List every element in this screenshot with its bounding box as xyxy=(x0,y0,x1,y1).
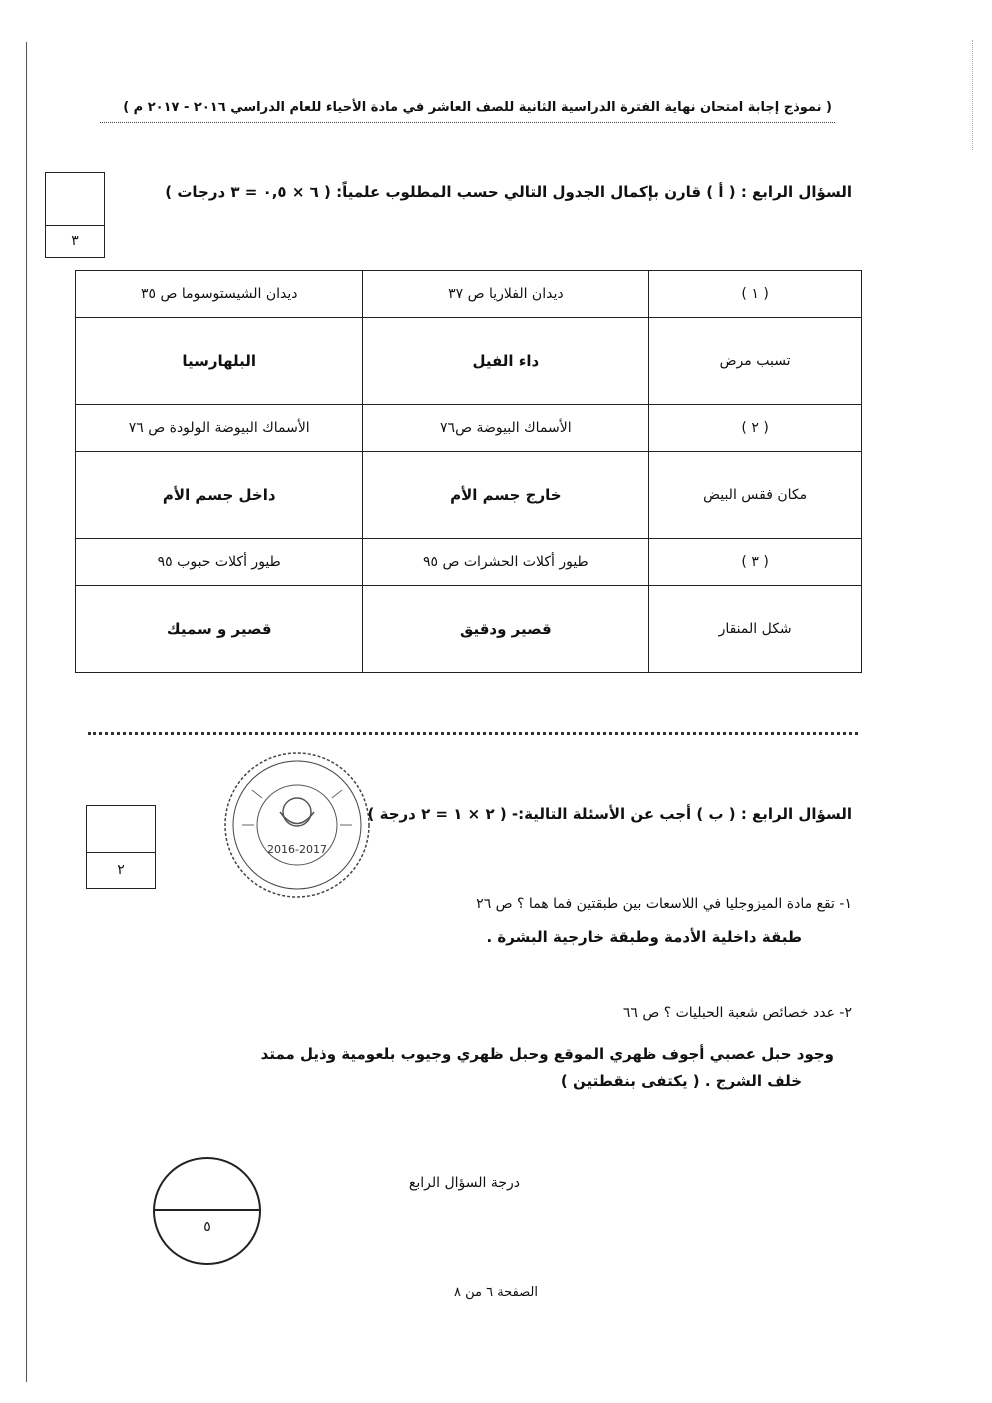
answer-1: طبقة داخلية الأدمة وطبقة خارجية البشرة . xyxy=(486,928,802,946)
comparison-row xyxy=(76,405,862,452)
comparison-row xyxy=(76,271,862,318)
row-label-cell: شكل المنقار xyxy=(649,586,862,673)
grade-circle-divider xyxy=(155,1209,259,1211)
question-1: ١- تقع مادة الميزوجليا في اللاسعات بين طبقتين فما هما ؟ ص ٢٦ xyxy=(476,896,852,912)
seal-year: 2016-2017 xyxy=(267,843,327,856)
part-b-score-value: ٢ xyxy=(117,862,125,878)
grade-circle xyxy=(153,1157,261,1265)
col2-cell: قصير و سميك xyxy=(76,586,363,673)
col2-cell: ديدان الشيستوسوما ص ٣٥ xyxy=(76,271,363,318)
part-b-score-empty-cell xyxy=(87,806,155,853)
row-label-cell: تسبب مرض xyxy=(649,318,862,405)
header-underline xyxy=(100,122,835,123)
part-a-score-empty-cell xyxy=(46,173,104,226)
comparison-table xyxy=(75,270,862,673)
right-margin-dots xyxy=(972,40,974,150)
col1-cell: داء الفيل xyxy=(363,318,649,405)
answer-2-line-1: وجود حبل عصبي أجوف ظهري الموقع وحبل ظهري وجيوب بلعومية وذيل ممتد xyxy=(260,1045,834,1063)
grade-total: ٥ xyxy=(203,1219,211,1235)
page-header: ( نموذج إجابة امتحان نهاية الفترة الدراسية الثانية للصف العاشر في مادة الأحياء للعام الدراسي ٢٠١٦ - ٢٠١٧ م ) xyxy=(123,100,832,115)
comparison-row xyxy=(76,586,862,673)
col1-cell: ديدان الفلاريا ص ٣٧ xyxy=(363,271,649,318)
comparison-row xyxy=(76,539,862,586)
col2-cell: الأسماك البيوضة الولودة ص ٧٦ xyxy=(76,405,363,452)
part-b-score-box xyxy=(86,805,156,889)
col1-cell: طيور أكلات الحشرات ص ٩٥ xyxy=(363,539,649,586)
comparison-row xyxy=(76,452,862,539)
col1-cell: الأسماك البيوضة ص٧٦ xyxy=(363,405,649,452)
page-footer: الصفحة ٦ من ٨ xyxy=(453,1285,538,1300)
part-a-score-value: ٣ xyxy=(71,233,79,249)
ministry-seal xyxy=(222,750,372,900)
col2-cell: داخل جسم الأم xyxy=(76,452,363,539)
answer-2-line-2: خلف الشرج . ( يكتفى بنقطتين ) xyxy=(560,1072,802,1090)
part-b-title: السؤال الرابع : ( ب ) أجب عن الأسئلة التالية:- ( ٢ × ١ = ٢ درجة ) xyxy=(367,805,852,823)
comparison-row xyxy=(76,318,862,405)
row-label-cell: ( ٢ ) xyxy=(649,405,862,452)
left-margin-rule xyxy=(26,42,27,1382)
col1-cell: خارج جسم الأم xyxy=(363,452,649,539)
part-a-score-box xyxy=(45,172,105,258)
row-label-cell: مكان فقس البيض xyxy=(649,452,862,539)
part-a-title: السؤال الرابع : ( أ ) قارن بإكمال الجدول التالي حسب المطلوب علمياً: ( ٦ × ٠,٥ = ٣ درجات ) xyxy=(165,183,852,201)
col2-cell: البلهارسيا xyxy=(76,318,363,405)
section-divider xyxy=(88,732,858,735)
col2-cell: طيور أكلات حبوب ٩٥ xyxy=(76,539,363,586)
grade-label: درجة السؤال الرابع xyxy=(408,1175,520,1191)
row-label-cell: ( ٣ ) xyxy=(649,539,862,586)
row-label-cell: ( ١ ) xyxy=(649,271,862,318)
question-2: ٢- عدد خصائص شعبة الحبليات ؟ ص ٦٦ xyxy=(622,1005,852,1021)
col1-cell: قصير ودقيق xyxy=(363,586,649,673)
